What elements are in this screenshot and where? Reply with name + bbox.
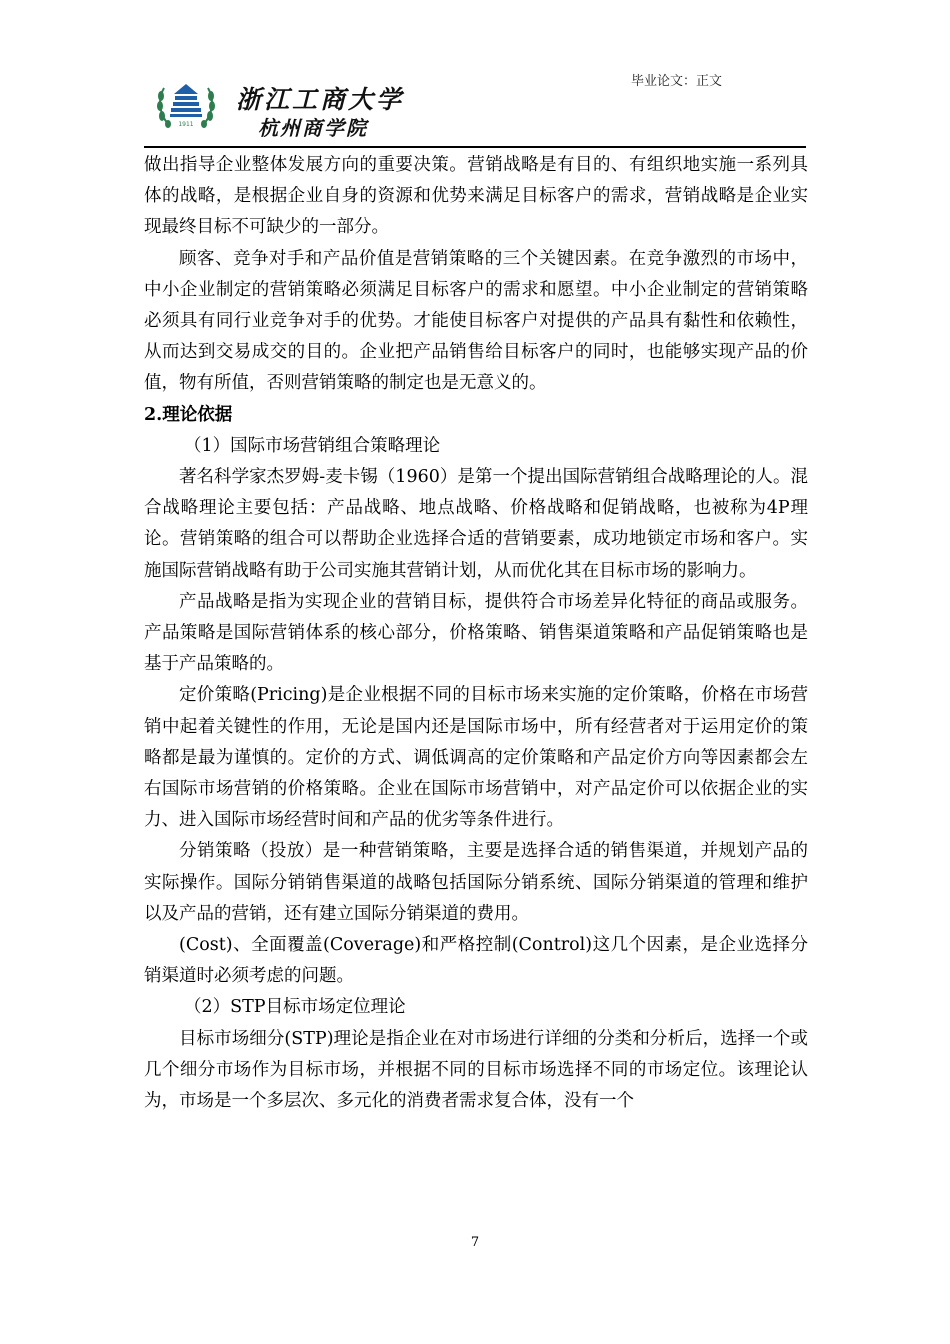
paragraph-4: 产品战略是指为实现企业的营销目标，提供符合市场差异化特征的商品或服务。产品策略是国际营销体系的核心部分，价格策略、销售渠道策略和产品促销策略也是基于产品策略的。 (144, 591, 808, 675)
paragraph-2: 顾客、竞争对手和产品价值是营销策略的三个关键因素。在竞争激烈的市场中，中小企业制定的营销策略必须满足目标客户的需求和愿望。中小企业制定的营销策略必须具有同行业竞争对手的优势。才能使目标客户对提供的产品具有黏性和依赖性，从而达到交易成交的目的。企业把产品销售给目标客户的同时，也能够实现产品的价值，物有所值，否则营销策略的制定也是无意义的。 (144, 248, 808, 394)
emblem-year: 1911 (178, 121, 194, 128)
subsection-heading-1: （1）国际市场营销组合策略理论 (184, 435, 441, 456)
paragraph-7: (Cost)、全面覆盖(Coverage)和严格控制(Control)这几个因素，是企业选择分销渠道时必须考虑的问题。 (144, 935, 808, 987)
document-label: 毕业论文：正文 (630, 74, 722, 89)
paragraph-5: 定价策略(Pricing)是企业根据不同的目标市场来实施的定价策略，价格在市场营销中起着关键性的作用，无论是国内还是国际市场中，所有经营者对于运用定价的策略都是最为谨慎的。定价的方式、调低调高的定价策略和产品定价方向等因素都会左右国际市场营销的价格策略。企业在国际市场营销中，对产品定价可以依据企业的实力、进入国际市场经营时间和产品的优劣等条件进行。 (144, 685, 808, 831)
section-heading: 2.理论依据 (144, 404, 233, 425)
university-name: 浙江工商大学 (236, 85, 405, 114)
paragraph-6: 分销策略（投放）是一种营销策略，主要是选择合适的销售渠道，并规划产品的实际操作。国际分销销售渠道的战略包括国际分销系统、国际分销渠道的管理和维护以及产品的营销，还有建立国际分销渠道的费用。 (144, 841, 808, 924)
paragraph-3: 著名科学家杰罗姆-麦卡锡（1960）是第一个提出国际营销组合战略理论的人。混合战略理论主要包括：产品战略、地点战略、价格战略和促销战略，也被称为4P理论。营销策略的组合可以帮助企业选择合适的营销要素，成功地锁定市场和客户。实施国际营销战略有助于公司实施其营销计划，从而优化其在目标市场的影响力。 (144, 467, 808, 581)
page-header (144, 70, 806, 146)
subsection-heading-2: （2）STP目标市场定位理论 (184, 997, 406, 1018)
paragraph-8: 目标市场细分(STP)理论是指企业在对市场进行详细的分类和分析后，选择一个或几个细分市场作为目标市场，并根据不同的目标市场选择不同的市场定位。该理论认为，市场是一个多层次、多元化的消费者需求复合体，没有一个 (144, 1028, 808, 1112)
paragraph-1: 做出指导企业整体发展方向的重要决策。营销战略是有目的、有组织地实施一系列具体的战略，是根据企业自身的资源和优势来满足目标客户的需求，营销战略是企业实现最终目标不可缺少的一部分。 (144, 155, 808, 238)
page-number: 7 (470, 1235, 480, 1250)
header-divider (144, 146, 806, 148)
page-body (144, 150, 808, 1117)
college-name: 杭州商学院 (258, 116, 368, 140)
university-emblem-icon (154, 80, 218, 132)
